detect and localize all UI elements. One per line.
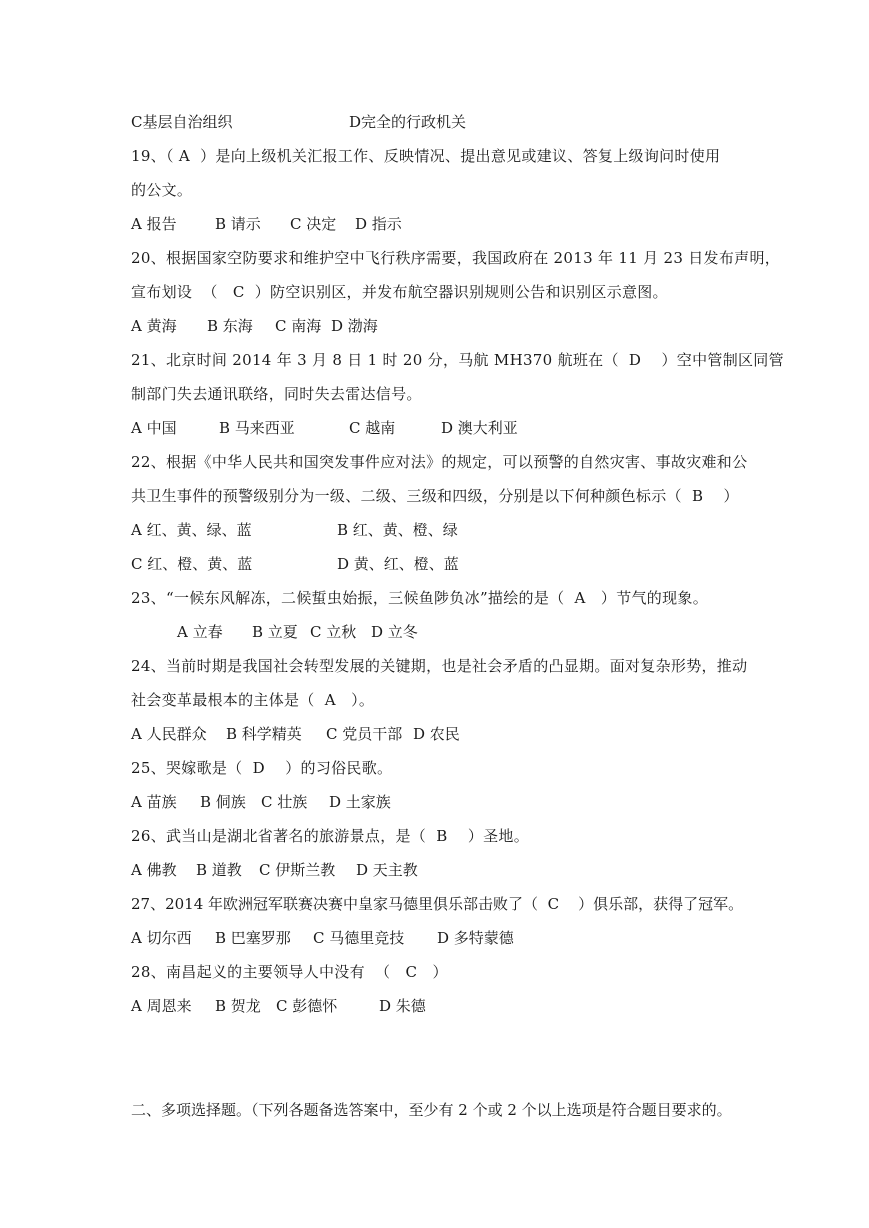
option-b: B 巴塞罗那 (215, 929, 291, 947)
option-b: B 科学精英 (226, 725, 302, 743)
option-c: C 决定 (290, 215, 337, 233)
section-2-heading: 二、多项选择题。（下列各题备选答案中，至少有 2 个或 2 个以上选项是符合题目要求的。 (131, 1101, 732, 1119)
option-c: C 彭德怀 (276, 997, 338, 1015)
option-a: A 佛教 (131, 861, 177, 879)
question-20-line-2: 宣布划设 （ C ）防空识别区，并发布航空器识别规则公告和识别区示意图。 (131, 283, 668, 301)
option-b: B 侗族 (200, 793, 246, 811)
option-d: D 多特蒙德 (437, 929, 514, 947)
option-a: A 立春 (177, 623, 223, 641)
option-d: D 黄、红、橙、蓝 (337, 555, 459, 573)
question-25-options (131, 792, 391, 812)
option-b: B 请示 (215, 215, 261, 233)
question-19-line-2: 的公文。 (131, 181, 193, 199)
option-a: A 红、黄、绿、蓝 (131, 521, 252, 539)
question-27-line-1: 27、2014 年欧洲冠军联赛决赛中皇家马德里俱乐部击败了（ C ）俱乐部，获得了冠军。 (131, 895, 744, 913)
option-d: D 立冬 (371, 623, 418, 641)
question-20-line-1: 20、根据国家空防要求和维护空中飞行秩序需要，我国政府在 2013 年 11 月 23 日发布声明， (131, 249, 781, 267)
option-a: A 人民群众 (131, 725, 207, 743)
question-26-line-1: 26、武当山是湖北省著名的旅游景点，是（ B ）圣地。 (131, 827, 530, 845)
option-c: C 越南 (349, 419, 396, 437)
question-24-line-1: 24、当前时期是我国社会转型发展的关键期，也是社会矛盾的凸显期。面对复杂形势，推动 (131, 657, 748, 675)
option-d: D完全的行政机关 (349, 113, 467, 131)
option-c: C 伊斯兰教 (259, 861, 336, 879)
question-25-line-1: 25、哭嫁歌是（ D ）的习俗民歌。 (131, 759, 393, 777)
option-a: A 周恩来 (131, 997, 192, 1015)
option-d: D 指示 (355, 215, 402, 233)
option-c: C基层自治组织 (131, 113, 233, 131)
option-a: A 苗族 (131, 793, 177, 811)
option-c: C 马德里竞技 (313, 929, 405, 947)
option-d: D 天主教 (356, 861, 418, 879)
option-b: B 东海 (207, 317, 253, 335)
option-c: C 壮族 (261, 793, 308, 811)
question-21-line-1: 21、北京时间 2014 年 3 月 8 日 1 时 20 分，马航 MH370 航班在（ D ）空中管制区同管 (131, 351, 784, 369)
option-b: B 道教 (196, 861, 242, 879)
question-24-options (131, 724, 460, 744)
question-28-line-1: 28、南昌起义的主要领导人中没有 （ C ） (131, 963, 448, 981)
option-c: C 红、橙、黄、蓝 (131, 555, 253, 573)
question-19-line-1: 19、（ A ）是向上级机关汇报工作、反映情况、提出意见或建议、答复上级询问时使用 (131, 147, 721, 165)
question-23-options (177, 622, 418, 642)
option-a: A 黄海 (131, 317, 177, 335)
question-21-line-2: 制部门失去通讯联络，同时失去雷达信号。 (131, 385, 422, 403)
option-a: A 报告 (131, 215, 177, 233)
option-a: A 切尔西 (131, 929, 192, 947)
question-21-options (131, 418, 518, 438)
question-23-line-1: 23、“一候东风解冻，二候蜇虫始振，三候鱼陟负冰”描绘的是（ A ）节气的现象。 (131, 589, 708, 607)
q18-options-cd (131, 112, 467, 132)
option-d: D 农民 (413, 725, 460, 743)
option-b: B 马来西亚 (219, 419, 295, 437)
option-d: D 朱德 (379, 997, 426, 1015)
question-22-options-cd (131, 554, 459, 574)
option-c: C 立秋 (310, 623, 357, 641)
option-b: B 贺龙 (215, 997, 261, 1015)
question-28-options (131, 996, 426, 1016)
question-27-options (131, 928, 514, 948)
option-d: D 土家族 (329, 793, 391, 811)
option-b: B 立夏 (252, 623, 298, 641)
question-22-line-1: 22、根据《中华人民共和国突发事件应对法》的规定，可以预警的自然灾害、事故灾难和公 (131, 453, 748, 471)
question-22-options-ab (131, 520, 458, 540)
question-24-line-2: 社会变革最根本的主体是（ A ）。 (131, 691, 375, 709)
question-20-options (131, 316, 378, 336)
question-26-options (131, 860, 418, 880)
question-19-options (131, 214, 402, 234)
option-a: A 中国 (131, 419, 177, 437)
option-c: C 南海 (275, 317, 322, 335)
option-d: D 渤海 (331, 317, 378, 335)
option-b: B 红、黄、橙、绿 (337, 521, 458, 539)
question-22-line-2: 共卫生事件的预警级别分为一级、二级、三级和四级，分别是以下何种颜色标示（ B ） (131, 487, 739, 505)
option-d: D 澳大利亚 (441, 419, 518, 437)
option-c: C 党员干部 (326, 725, 403, 743)
